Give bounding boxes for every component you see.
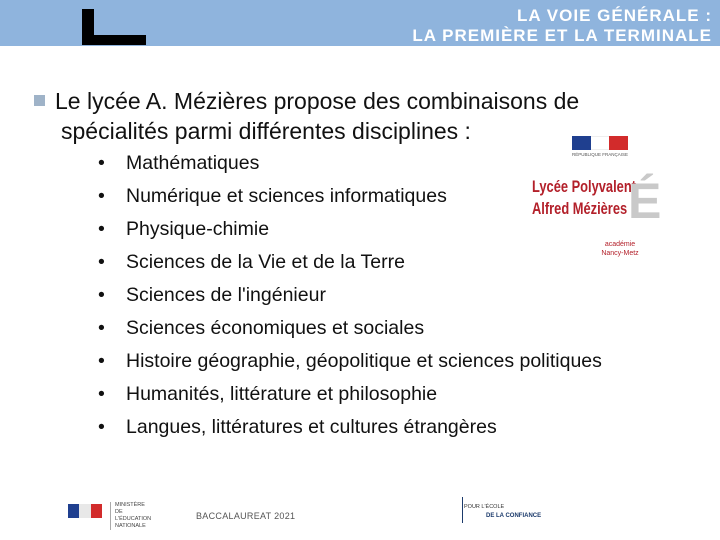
academie-text: académie Nancy-Metz — [601, 241, 639, 257]
ministry-logo — [66, 500, 158, 529]
ecole-confiance-logo: POUR L'ÉCOLE DE LA CONFIANCE — [462, 497, 552, 525]
list-item: • Mathématiques — [98, 152, 260, 174]
school-name: Lycée Polyvalent Alfred Mézières — [532, 178, 636, 218]
ministry-text: MINISTÈRE DE L'ÉDUCATION NATIONALE — [110, 502, 158, 530]
list-item: • Sciences de l'ingénieur — [98, 284, 326, 306]
school-logo — [532, 136, 672, 271]
french-flag-icon — [572, 136, 628, 150]
slide-title-line1: LA VOIE GÉNÉRALE : — [517, 6, 712, 25]
intro-line2: spécialités parmi différentes disciplines : — [61, 118, 471, 144]
list-item: • Numérique et sciences informatiques — [98, 185, 447, 207]
header-bar — [0, 0, 720, 46]
list-item: • Histoire géographie, géopolitique et sciences politiques — [98, 350, 602, 372]
intro-line1: Le lycée A. Mézières propose des combinaisons de — [55, 88, 580, 114]
list-item: • Langues, littératures et cultures étrangères — [98, 416, 497, 438]
list-item: • Humanités, littérature et philosophie — [98, 383, 438, 405]
footer-label: BACCALAUREAT 2021 — [196, 511, 296, 521]
marianne-flag-icon — [68, 504, 102, 522]
square-bullet-icon — [34, 95, 45, 106]
slide-title-line2: LA PREMIÈRE ET LA TERMINALE — [412, 26, 712, 45]
list-item: • Sciences de la Vie et de la Terre — [98, 251, 405, 273]
e-emblem-icon: É — [628, 173, 662, 229]
specialites-list — [98, 147, 602, 444]
list-item: • Sciences économiques et sociales — [98, 317, 425, 339]
slide-title — [412, 6, 712, 46]
corner-logo-icon — [72, 9, 148, 45]
list-item: • Physique-chimie — [98, 218, 270, 240]
republique-text: RÉPUBLIQUE FRANÇAISE — [572, 152, 629, 157]
